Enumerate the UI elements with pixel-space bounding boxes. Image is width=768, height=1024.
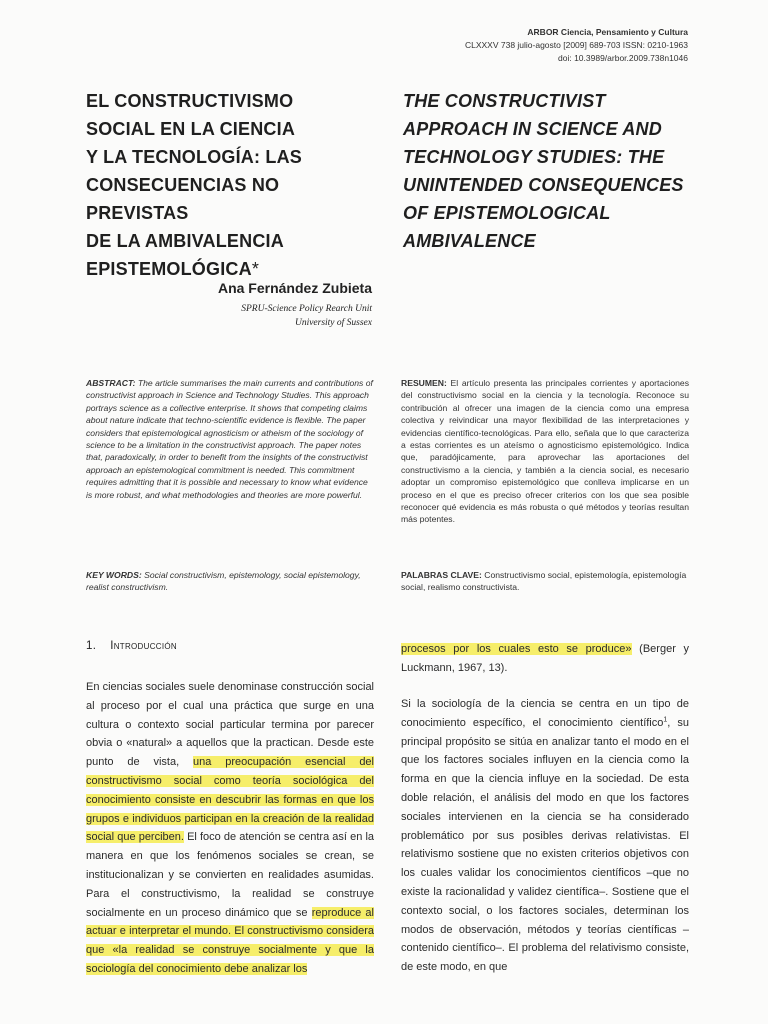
abstract-label: ABSTRACT: bbox=[86, 378, 136, 388]
author-name: Ana Fernández Zubieta bbox=[217, 280, 372, 296]
title-en-line: APPROACH IN SCIENCE AND bbox=[403, 119, 662, 139]
title-en-line: AMBIVALENCE bbox=[403, 231, 536, 251]
resumen-label: RESUMEN: bbox=[401, 378, 447, 388]
body-text-right-column bbox=[401, 695, 689, 977]
citation-text: (Berger y Luckmann, 1967, 13). bbox=[401, 643, 689, 674]
abstract-spanish bbox=[401, 377, 689, 526]
highlighted-text[interactable]: reproduce al actuar e interpretar el mundo. El constructivismo considera que «la realidad se construye socialmente y que la sociología del conocimiento debe analizar los bbox=[86, 906, 374, 975]
title-en-line: TECHNOLOGY STUDIES: THE bbox=[403, 147, 665, 167]
title-footnote-mark[interactable]: * bbox=[251, 259, 260, 279]
title-spanish bbox=[86, 87, 386, 283]
author-affiliation: SPRU-Science Policy Rearch Unit bbox=[241, 304, 372, 314]
abstract-english bbox=[86, 377, 374, 501]
title-en-line: OF EPISTEMOLOGICAL bbox=[403, 203, 611, 223]
title-es-line: Y LA TECNOLOGÍA: LAS bbox=[86, 147, 303, 167]
highlighted-text[interactable]: procesos por los cuales esto se produce» bbox=[401, 643, 632, 655]
palabras-clave-text: Constructivismo social, epistemología, epistemología social, realismo constructivista. bbox=[401, 570, 687, 593]
body-text: Si la sociología de la ciencia se centra en un tipo de conocimiento específico, el conocimiento científico bbox=[401, 698, 689, 729]
keywords-label: KEY WORDS: bbox=[86, 570, 142, 580]
keywords-english bbox=[86, 569, 374, 594]
journal-header bbox=[465, 26, 688, 65]
journal-doi: doi: 10.3989/arbor.2009.738n1046 bbox=[558, 53, 688, 63]
title-english bbox=[403, 87, 703, 255]
footnote-reference[interactable]: 1 bbox=[663, 716, 668, 724]
body-text-left-column bbox=[86, 678, 374, 979]
palabras-clave-label: PALABRAS CLAVE: bbox=[401, 570, 482, 580]
title-es-line bbox=[86, 255, 386, 283]
title-es-line: DE LA AMBIVALENCIA bbox=[86, 231, 284, 251]
title-es-line: EL CONSTRUCTIVISMO bbox=[86, 91, 294, 111]
journal-name: ARBOR Ciencia, Pensamiento y Cultura bbox=[527, 27, 688, 37]
keywords-text: Social constructivism, epistemology, social epistemology, realist constructivism. bbox=[86, 570, 361, 593]
highlighted-text[interactable]: una preocupación esencial del constructivismo social como teoría sociológica del conocimiento consiste en descubrir las formas en que los grupos e individuos participan en la creación de la realidad social que perciben. bbox=[86, 756, 374, 844]
author-block bbox=[218, 280, 372, 330]
title-es-line: CONSECUENCIAS NO PREVISTAS bbox=[86, 175, 280, 223]
section-heading bbox=[86, 640, 177, 652]
body-text: En ciencias sociales suele denominase construcción social al proceso por el cual una práctica que surge en una cultura o contexto social particular termina por parecer obvia o «natural» a aquellos que la practican. Desde este punto de vista, bbox=[86, 681, 374, 769]
keywords-spanish bbox=[401, 569, 689, 594]
body-text: El foco de atención se centra así en la manera en que los fenómenos sociales se crean, se institucionalizan y se convierten en realidades asumidas. Para el constructivismo, la realidad se construye socialmente en un proceso dinámico que se bbox=[86, 831, 375, 919]
abstract-text: The article summarises the main currents and contributions of constructivist approach in Science and Technology Studies. This approach portrays science as a collective enterprise. It shows that competing claims about nature indicate that techno-scientific evidence is flexible. The paper considers that epistemological agnosticism or atheism of the sociology of science to be a limitation in the constructivist approach. The paper notes that, paradoxically, in order to benefit from the insights of the constructivist approach an epistemological commitment is needed. This commitment requires admitting that it is possible and necessary to know what evidence is more robust, and what methodologies and theories are more powerful. bbox=[86, 378, 373, 500]
author-university: University of Sussex bbox=[294, 318, 372, 328]
title-es-line: SOCIAL EN LA CIENCIA bbox=[86, 119, 296, 139]
body-text: , su principal propósito se sitúa en analizar tanto el modo en el que los factores sociales influyen en la ciencia como la forma en que la ciencia influye en la sociedad. De esta doble relación, el análisis del modo en que los factores sociales intervienen en la ciencia se ha considerado problemático por sus posibles derivas relativistas. El relativismo sostiene que no existen criterios objetivos con los cuales validar los conocimientos científicos –que no existe la racionalidad y validez científica–. Sostiene que el contexto social, o los factores sociales, determinan los modos de observación, métodos y teorías científicas –contenido científico–. El problema del relativismo consiste, de este modo, en que bbox=[401, 716, 690, 974]
title-en-line: THE CONSTRUCTIVIST bbox=[403, 91, 606, 111]
section-number: 1. bbox=[86, 640, 97, 652]
title-es-last-word: EPISTEMOLÓGICA bbox=[86, 259, 252, 279]
body-text-right-continuation bbox=[401, 640, 689, 678]
title-en-line: UNINTENDED CONSEQUENCES bbox=[403, 175, 684, 195]
resumen-text: El artículo presenta las principales corrientes y aportaciones del constructivismo social en la ciencia y la tecnología. Reconoce su contribución al ofrecer una imagen de la ciencia como una empresa colectiva y reivindicar una mayor flexibilidad de las interpretaciones y evidencias científico-tecnológicas. Para ello, señala que lo que caracteriza a estas corrientes es un ateísmo o agnosticismo epistemológico. Indica que, paradójicamente, para aprovechar las aportaciones del constructivismo a la ciencia, y también a la ciencia social, es necesario adoptar un compromiso epistemológico que conlleva implicarse en un proceso en el que es preciso ofrecer criterios con los que sea posible reconocer qué evidencia es más robusta o qué métodos y teorías resultan más potentes. bbox=[401, 378, 689, 525]
section-title: Introducción bbox=[110, 640, 177, 652]
journal-issue: CLXXXV 738 julio-agosto [2009] 689-703 ISSN: 0210-1963 bbox=[464, 40, 688, 50]
